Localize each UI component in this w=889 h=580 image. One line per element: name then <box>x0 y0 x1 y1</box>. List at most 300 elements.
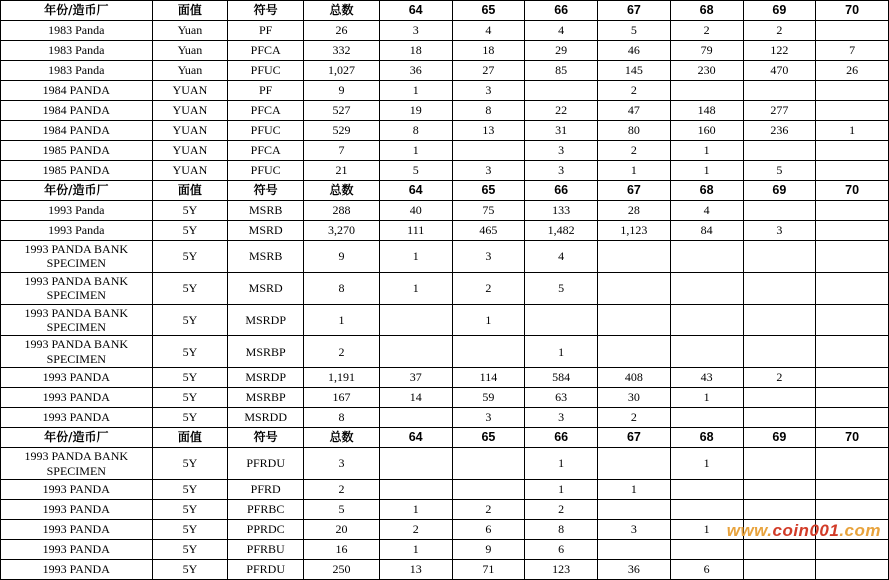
column-header-cell: 面值 <box>152 181 228 201</box>
table-cell <box>525 81 598 101</box>
table-cell: 8 <box>304 272 380 304</box>
table-cell: PFCA <box>228 101 304 121</box>
table-cell <box>816 559 889 579</box>
table-cell: 1993 PANDA BANK SPECIMEN <box>1 241 153 273</box>
table-cell: 6 <box>670 559 743 579</box>
table-cell: 1993 Panda <box>1 221 153 241</box>
table-cell: 13 <box>452 121 525 141</box>
column-header-cell: 68 <box>670 181 743 201</box>
column-header-cell: 70 <box>816 1 889 21</box>
table-cell: 31 <box>525 121 598 141</box>
table-cell: 167 <box>304 388 380 408</box>
table-cell: YUAN <box>152 141 228 161</box>
column-header-cell: 符号 <box>228 1 304 21</box>
table-cell: 1993 PANDA <box>1 539 153 559</box>
table-cell <box>379 336 452 368</box>
table-cell: 1993 Panda <box>1 201 153 221</box>
table-cell: 2 <box>598 408 671 428</box>
table-cell: 1993 PANDA BANK SPECIMEN <box>1 272 153 304</box>
table-cell <box>743 539 816 559</box>
table-cell: 1 <box>598 161 671 181</box>
table-cell: MSRB <box>228 201 304 221</box>
table-cell: 6 <box>452 519 525 539</box>
table-cell: 5Y <box>152 304 228 336</box>
table-cell: 3 <box>525 141 598 161</box>
table-row <box>1 479 889 499</box>
column-header-cell: 67 <box>598 428 671 448</box>
table-cell: 36 <box>598 559 671 579</box>
table-cell: 19 <box>379 101 452 121</box>
table-cell: PFCA <box>228 41 304 61</box>
table-header-row <box>1 1 889 21</box>
table-cell: 5 <box>379 161 452 181</box>
table-row <box>1 388 889 408</box>
table-cell: 527 <box>304 101 380 121</box>
table-row <box>1 201 889 221</box>
table-cell: 8 <box>525 519 598 539</box>
table-cell: 22 <box>525 101 598 121</box>
table-cell: 2 <box>379 519 452 539</box>
table-cell <box>816 221 889 241</box>
table-row <box>1 272 889 304</box>
table-cell: MSRDP <box>228 368 304 388</box>
table-cell: YUAN <box>152 121 228 141</box>
table-cell: 26 <box>816 61 889 81</box>
table-cell: 1993 PANDA <box>1 368 153 388</box>
table-cell: 71 <box>452 559 525 579</box>
table-cell: 470 <box>743 61 816 81</box>
table-cell: YUAN <box>152 81 228 101</box>
table-cell <box>743 241 816 273</box>
table-cell <box>670 499 743 519</box>
column-header-cell: 66 <box>525 428 598 448</box>
table-cell: 148 <box>670 101 743 121</box>
table-cell: 1993 PANDA <box>1 519 153 539</box>
table-cell <box>598 448 671 480</box>
column-header-cell: 64 <box>379 1 452 21</box>
table-cell: 4 <box>452 21 525 41</box>
table-cell: 1 <box>816 121 889 141</box>
table-cell: 5Y <box>152 241 228 273</box>
table-cell: 30 <box>598 388 671 408</box>
column-header-cell: 64 <box>379 181 452 201</box>
table-cell: 114 <box>452 368 525 388</box>
column-header-cell: 总数 <box>304 181 380 201</box>
table-cell <box>816 499 889 519</box>
table-row <box>1 81 889 101</box>
column-header-cell: 符号 <box>228 428 304 448</box>
table-cell <box>816 201 889 221</box>
table-cell: 5Y <box>152 221 228 241</box>
table-header-row <box>1 181 889 201</box>
table-cell: 26 <box>304 21 380 41</box>
table-cell: 5Y <box>152 368 228 388</box>
column-header-cell: 65 <box>452 428 525 448</box>
table-row <box>1 121 889 141</box>
column-header-cell: 面值 <box>152 1 228 21</box>
table-cell: 230 <box>670 61 743 81</box>
table-cell: 5Y <box>152 272 228 304</box>
table-cell: 79 <box>670 41 743 61</box>
table-cell <box>379 448 452 480</box>
table-cell: 1 <box>379 499 452 519</box>
table-cell: 75 <box>452 201 525 221</box>
table-cell: 465 <box>452 221 525 241</box>
table-cell <box>816 141 889 161</box>
table-cell: 2 <box>743 368 816 388</box>
watermark-suffix: .com <box>839 521 881 540</box>
table-cell: 1985 PANDA <box>1 141 153 161</box>
table-cell: 1 <box>379 141 452 161</box>
table-cell: 1985 PANDA <box>1 161 153 181</box>
table-cell: 63 <box>525 388 598 408</box>
table-cell: 1983 Panda <box>1 61 153 81</box>
table-cell: 1983 Panda <box>1 21 153 41</box>
table-cell: MSRB <box>228 241 304 273</box>
table-cell <box>670 539 743 559</box>
table-cell: 8 <box>452 101 525 121</box>
table-cell <box>743 304 816 336</box>
column-header-cell: 70 <box>816 428 889 448</box>
table-cell: 3 <box>598 519 671 539</box>
table-row <box>1 21 889 41</box>
table-cell: 1 <box>525 479 598 499</box>
table-cell: 3 <box>304 448 380 480</box>
table-cell: 7 <box>816 41 889 61</box>
table-cell: PFUC <box>228 61 304 81</box>
table-cell <box>670 304 743 336</box>
table-cell: 84 <box>670 221 743 241</box>
table-cell <box>598 241 671 273</box>
table-cell: 3 <box>525 161 598 181</box>
table-cell: 5Y <box>152 448 228 480</box>
table-cell: YUAN <box>152 101 228 121</box>
table-cell: 2 <box>598 81 671 101</box>
table-cell <box>743 408 816 428</box>
table-cell: 1 <box>598 479 671 499</box>
table-cell <box>816 21 889 41</box>
column-header-cell: 66 <box>525 181 598 201</box>
table-cell: MSRD <box>228 221 304 241</box>
table-cell: 408 <box>598 368 671 388</box>
table-cell <box>452 479 525 499</box>
column-header-cell: 符号 <box>228 181 304 201</box>
table-cell: PFRBU <box>228 539 304 559</box>
table-cell: 27 <box>452 61 525 81</box>
column-header-cell: 67 <box>598 1 671 21</box>
table-cell: 1993 PANDA <box>1 559 153 579</box>
table-cell <box>598 304 671 336</box>
column-header-cell: 64 <box>379 428 452 448</box>
table-cell: 43 <box>670 368 743 388</box>
table-row <box>1 519 889 539</box>
table-cell: 236 <box>743 121 816 141</box>
column-header-cell: 面值 <box>152 428 228 448</box>
table-row <box>1 448 889 480</box>
table-cell: 18 <box>452 41 525 61</box>
table-cell: 6 <box>525 539 598 559</box>
table-cell: 1 <box>670 448 743 480</box>
table-cell: 3 <box>452 81 525 101</box>
table-cell: 2 <box>525 499 598 519</box>
table-cell <box>379 479 452 499</box>
table-row <box>1 336 889 368</box>
table-cell <box>452 336 525 368</box>
table-cell: 5 <box>743 161 816 181</box>
column-header-cell: 年份/造币厂 <box>1 181 153 201</box>
table-cell: 1 <box>670 519 743 539</box>
table-cell: 332 <box>304 41 380 61</box>
table-cell: 59 <box>452 388 525 408</box>
table-cell: PFRBC <box>228 499 304 519</box>
table-cell <box>670 241 743 273</box>
table-cell: 4 <box>525 241 598 273</box>
table-cell <box>743 499 816 519</box>
table-cell: 47 <box>598 101 671 121</box>
table-cell: PFRDU <box>228 448 304 480</box>
table-cell: 160 <box>670 121 743 141</box>
table-cell: 111 <box>379 221 452 241</box>
column-header-cell: 70 <box>816 181 889 201</box>
table-cell <box>743 201 816 221</box>
table-cell: 1993 PANDA BANK SPECIMEN <box>1 448 153 480</box>
table-cell: 21 <box>304 161 380 181</box>
table-cell <box>816 368 889 388</box>
table-cell <box>816 448 889 480</box>
table-cell <box>816 272 889 304</box>
table-cell: 3 <box>452 161 525 181</box>
table-cell: 1984 PANDA <box>1 121 153 141</box>
table-cell: 36 <box>379 61 452 81</box>
table-row <box>1 101 889 121</box>
table-cell: 2 <box>743 21 816 41</box>
table-cell: PFRDU <box>228 559 304 579</box>
table-cell: 46 <box>598 41 671 61</box>
table-cell: 29 <box>525 41 598 61</box>
table-cell: 123 <box>525 559 598 579</box>
table-cell: 122 <box>743 41 816 61</box>
table-cell <box>379 408 452 428</box>
table-cell <box>816 336 889 368</box>
table-cell: 2 <box>598 141 671 161</box>
table-cell: MSRD <box>228 272 304 304</box>
table-cell: 1,191 <box>304 368 380 388</box>
table-cell: PFUC <box>228 121 304 141</box>
table-cell: 3 <box>525 408 598 428</box>
table-cell: 1 <box>379 272 452 304</box>
table-cell: 5Y <box>152 519 228 539</box>
table-cell: 37 <box>379 368 452 388</box>
column-header-cell: 65 <box>452 181 525 201</box>
table-cell: 1 <box>525 448 598 480</box>
table-cell <box>816 241 889 273</box>
table-cell: 5Y <box>152 388 228 408</box>
table-cell: 1 <box>379 241 452 273</box>
column-header-cell: 66 <box>525 1 598 21</box>
table-cell: 1993 PANDA <box>1 408 153 428</box>
table-cell <box>452 141 525 161</box>
table-cell: 1993 PANDA <box>1 499 153 519</box>
table-cell: 2 <box>304 479 380 499</box>
table-cell <box>452 448 525 480</box>
table-row <box>1 539 889 559</box>
table-cell <box>816 539 889 559</box>
table-cell: 1984 PANDA <box>1 81 153 101</box>
table-cell: Yuan <box>152 41 228 61</box>
table-cell: YUAN <box>152 161 228 181</box>
table-cell <box>743 81 816 101</box>
table-cell: 2 <box>670 21 743 41</box>
table-cell: 1 <box>670 141 743 161</box>
table-cell: PF <box>228 21 304 41</box>
table-cell: 40 <box>379 201 452 221</box>
table-cell: 8 <box>379 121 452 141</box>
table-cell <box>670 336 743 368</box>
table-cell: 5Y <box>152 499 228 519</box>
table-cell: 9 <box>452 539 525 559</box>
table-row <box>1 499 889 519</box>
table-cell: 7 <box>304 141 380 161</box>
table-row <box>1 221 889 241</box>
table-row <box>1 241 889 273</box>
table-cell: 133 <box>525 201 598 221</box>
column-header-cell: 年份/造币厂 <box>1 428 153 448</box>
table-cell: 1 <box>670 388 743 408</box>
table-row <box>1 141 889 161</box>
table-cell: PFRD <box>228 479 304 499</box>
table-cell: 1,482 <box>525 221 598 241</box>
table-cell: 1 <box>304 304 380 336</box>
table-cell: 13 <box>379 559 452 579</box>
table-cell <box>816 519 889 539</box>
table-cell <box>379 304 452 336</box>
table-cell: 4 <box>525 21 598 41</box>
table-cell <box>743 141 816 161</box>
column-header-cell: 67 <box>598 181 671 201</box>
table-cell: 1 <box>379 539 452 559</box>
table-row <box>1 41 889 61</box>
table-cell: Yuan <box>152 61 228 81</box>
table-cell: 288 <box>304 201 380 221</box>
table-cell: 5Y <box>152 408 228 428</box>
table-cell: 3 <box>379 21 452 41</box>
table-row <box>1 408 889 428</box>
table-cell: PFCA <box>228 141 304 161</box>
table-cell: 2 <box>452 499 525 519</box>
column-header-cell: 68 <box>670 1 743 21</box>
table-cell: 1993 PANDA <box>1 479 153 499</box>
watermark-domain: coin001 <box>772 521 840 540</box>
table-cell: 5Y <box>152 479 228 499</box>
table-cell: 20 <box>304 519 380 539</box>
column-header-cell: 总数 <box>304 428 380 448</box>
table-row <box>1 368 889 388</box>
table-cell <box>670 479 743 499</box>
table-cell: 3 <box>743 221 816 241</box>
table-cell: MSRBP <box>228 336 304 368</box>
table-cell: 28 <box>598 201 671 221</box>
table-cell <box>816 101 889 121</box>
table-cell <box>816 161 889 181</box>
table-row <box>1 161 889 181</box>
table-cell: PFUC <box>228 161 304 181</box>
table-header-row <box>1 428 889 448</box>
table-cell <box>598 336 671 368</box>
table-cell <box>598 539 671 559</box>
table-cell: 2 <box>304 336 380 368</box>
table-cell <box>816 81 889 101</box>
table-cell: 9 <box>304 241 380 273</box>
column-header-cell: 69 <box>743 181 816 201</box>
watermark-prefix: www. <box>726 521 773 540</box>
table-cell: 2 <box>452 272 525 304</box>
table-cell: 8 <box>304 408 380 428</box>
table-cell: 85 <box>525 61 598 81</box>
table-cell: 14 <box>379 388 452 408</box>
table-cell <box>743 272 816 304</box>
table-cell: MSRDP <box>228 304 304 336</box>
table-cell: 1 <box>379 81 452 101</box>
table-cell: 5Y <box>152 336 228 368</box>
table-cell: 1993 PANDA BANK SPECIMEN <box>1 304 153 336</box>
table-cell <box>670 272 743 304</box>
table-cell <box>743 519 816 539</box>
table-cell: 9 <box>304 81 380 101</box>
table-cell <box>816 408 889 428</box>
table-cell: 5 <box>598 21 671 41</box>
table-cell: 584 <box>525 368 598 388</box>
table-cell: 3 <box>452 241 525 273</box>
table-cell: 1993 PANDA <box>1 388 153 408</box>
table-cell: 1 <box>525 336 598 368</box>
table-cell <box>743 448 816 480</box>
table-cell <box>816 388 889 408</box>
table-cell: 250 <box>304 559 380 579</box>
table-cell <box>670 81 743 101</box>
table-cell <box>743 388 816 408</box>
column-header-cell: 年份/造币厂 <box>1 1 153 21</box>
table-row <box>1 559 889 579</box>
table-cell: 1 <box>670 161 743 181</box>
table-cell: 80 <box>598 121 671 141</box>
table-row <box>1 304 889 336</box>
table-cell: 5 <box>304 499 380 519</box>
column-header-cell: 总数 <box>304 1 380 21</box>
table-cell: 3,270 <box>304 221 380 241</box>
table-cell: PF <box>228 81 304 101</box>
column-header-cell: 69 <box>743 428 816 448</box>
table-cell: 5Y <box>152 201 228 221</box>
table-cell: 4 <box>670 201 743 221</box>
table-cell: 3 <box>452 408 525 428</box>
table-cell <box>525 304 598 336</box>
table-cell: 5 <box>525 272 598 304</box>
table-cell: MSRDD <box>228 408 304 428</box>
table-cell <box>598 272 671 304</box>
table-cell: MSRBP <box>228 388 304 408</box>
table-cell: 5Y <box>152 539 228 559</box>
table-cell: 1993 PANDA BANK SPECIMEN <box>1 336 153 368</box>
table-cell: 18 <box>379 41 452 61</box>
table-row <box>1 61 889 81</box>
table-cell <box>743 479 816 499</box>
table-cell: PPRDC <box>228 519 304 539</box>
table-cell: 1,027 <box>304 61 380 81</box>
table-cell: Yuan <box>152 21 228 41</box>
table-cell: 1 <box>452 304 525 336</box>
table-cell: 277 <box>743 101 816 121</box>
table-cell: 145 <box>598 61 671 81</box>
